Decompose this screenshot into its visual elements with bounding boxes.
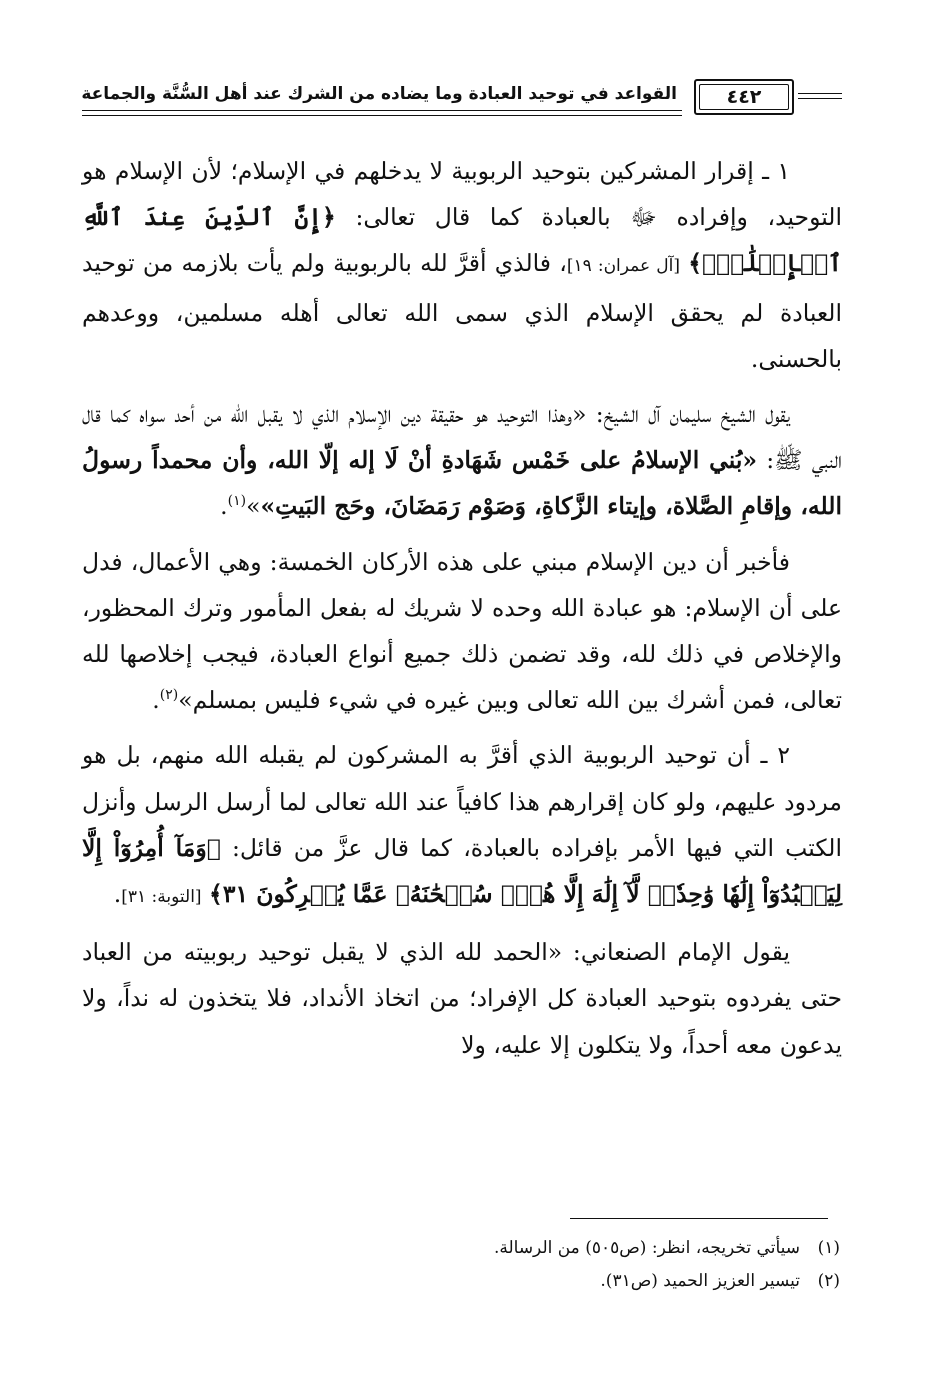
verse-citation: [آل عمران: ١٩] [566, 256, 680, 277]
main-text [82, 148, 842, 1077]
paragraph-5: يقول الإمام الصنعاني: «الحمد لله الذي لا يقبل توحيد ربوبيته من العباد حتى يفردوه بتوحيد العبادة كل الإفراد؛ من اتخاذ الأنداد، فلا يتخذون له نداً، ولا يدعون معه أحداً، ولا يتكلون إلا عليه، ولا [82, 938, 842, 1059]
page-number: ٤٤٢ [699, 84, 789, 110]
paragraph-2: يقول الشيخ سليمان آل الشيخ: «وهذا التوحيد هو حقيقة دين الإسلام الذي لا يقبل الله من أحد سواه كما قال النبي ﷺ: «بُني الإسلامُ على خَمْس شَهَادةِ أنْ لَا إله إلّا الله، وأن محمداً رسولُ الله، وإقامِ الصَّلاة، وإيتاء الزَّكاةِ، وَصَوْم رَمَضَانَ، وحَج البَيتِ»»$^{(١)}$. [82, 400, 842, 521]
running-header [82, 76, 842, 128]
footnote-number: (٢) [817, 1271, 840, 1291]
footnote-text: تيسير العزيز الحميد (ص٣١). [600, 1271, 800, 1291]
footnote-item [140, 1265, 840, 1298]
page-number-box [694, 79, 794, 115]
paragraph-3: فأخبر أن دين الإسلام مبني على هذه الأركان الخمسة: وهي الأعمال، فدل على أن الإسلام: هو عبادة الله وحده لا شريك له بفعل المأمور وترك المحظور، والإخلاص في ذلك لله، وقد تضمن ذلك جميع أنواع العبادة، فيجب إخلاصها لله تعالى، فمن أشرك بين الله تعالى وبين غيره في شيء فليس بمسلم»$^{(٢)}$. [82, 547, 842, 715]
header-rule [82, 110, 682, 111]
footnote-separator [570, 1218, 828, 1219]
point-number: ١ ـ [762, 157, 790, 185]
footnote-marker: (١) [227, 493, 247, 510]
hadith-text: «بُني الإسلامُ على خَمْس شَهَادةِ أنْ لَا إله إلّا الله، وأن محمداً رسولُ الله، وإقامِ الصَّلاة، وإيتاء الزَّكاةِ، وَصَوْم رَمَضَانَ، وحَج البَيتِ» [82, 446, 842, 521]
footnote-text: سيأتي تخريجه، انظر: (ص٥٠٥) من الرسالة. [493, 1238, 800, 1258]
header-rule [82, 115, 682, 116]
footnote-marker: (٢) [159, 687, 179, 704]
paragraph-1: ١ ـ إقرار المشركين بتوحيد الربوبية لا يدخلهم في الإسلام؛ لأن الإسلام هو التوحيد، وإفراده ﷻ بالعبادة كما قال تعالى: ﴿إِنَّ ٱلدِّينَ عِندَ ٱللَّهِ ٱلۡإِسۡلَٰمُۗ﴾ [آل عمران: ١٩]، فالذي أقرَّ لله بالربوبية ولم يأت بلازمه من توحيد العبادة لم يحقق الإسلام الذي سمى الله تعالى أهله مسلمين، ووعدهم بالحسنى. [82, 157, 842, 373]
quran-verse: ﴿وَمَآ أُمِرُوٓاْ إِلَّا لِيَعۡبُدُوٓاْ إِلَٰهٗا وَٰحِدٗاۖ لَّآ إِلَٰهَ إِلَّا هُوَۚ سُبۡحَٰنَهُۥ عَمَّا يُشۡرِكُونَ ٣١﴾ [82, 833, 842, 909]
footnote-number: (١) [817, 1238, 840, 1258]
footnotes [140, 1232, 840, 1298]
paragraph-4: ٢ ـ أن توحيد الربوبية الذي أقرَّ به المشركون لم يقبله الله منهم، بل هو مردود عليهم، ولو كان إقرارهم هذا كافياً عند الله تعالى لما أرسل الرسل وأنزل الكتب التي فيها الأمر بإفراده بالعبادة، كما قال عزَّ من قائل: ﴿وَمَآ أُمِرُوٓاْ إِلَّا لِيَعۡبُدُوٓاْ إِلَٰهٗا وَٰحِدٗاۖ لَّآ إِلَٰهَ إِلَّا هُوَۚ سُبۡحَٰنَهُۥ عَمَّا يُشۡرِكُونَ ٣١﴾ [التوبة: ٣١]. [82, 741, 842, 909]
page-number-rule [798, 93, 842, 94]
page-number-rule [798, 98, 842, 99]
header-title: القواعد في توحيد العبادة وما يضاده من الشرك عند أهل السُّنَّة والجماعة [81, 84, 677, 104]
verse-citation: [التوبة: ٣١] [121, 887, 202, 908]
quran-verse: ﴿إِنَّ ٱلدِّينَ عِندَ ٱللَّهِ ٱلۡإِسۡلَٰمُۗ﴾ [82, 203, 842, 278]
footnote-item [140, 1232, 840, 1265]
point-number: ٢ ـ [760, 741, 790, 770]
